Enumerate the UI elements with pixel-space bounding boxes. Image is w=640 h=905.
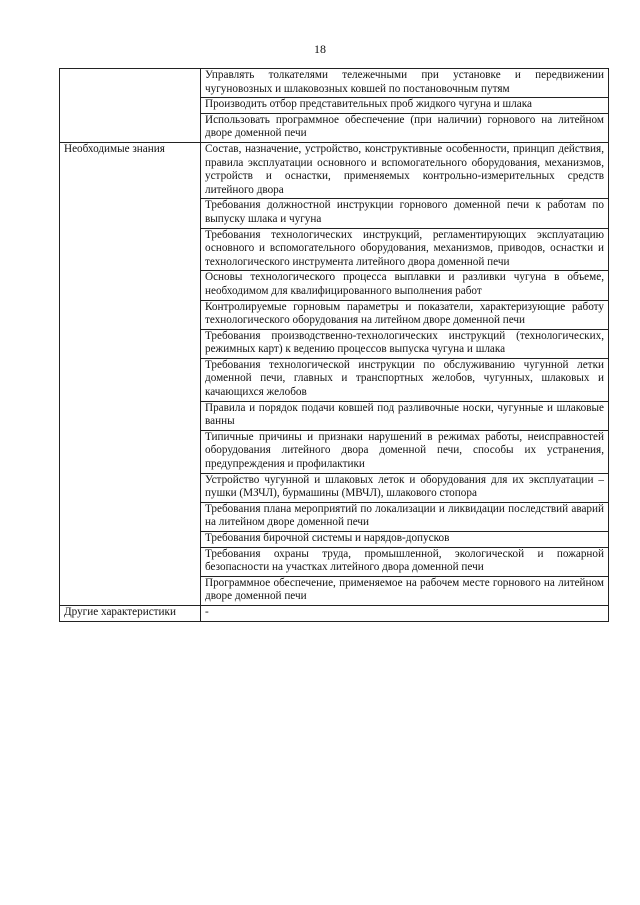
knowledge-item: Требования производственно-технологических инструкций (технологических, режимных карт) к ведению процессов выпуска чугуна и шлака xyxy=(201,329,609,358)
knowledge-item: Требования технологических инструкций, регламентирующих эксплуатацию основного и вспомогательного оборудования, механизмов, приводов, оснастки и технологического инструмента литейного двора доменной печи xyxy=(201,228,609,271)
table-row xyxy=(60,142,609,198)
knowledge-item: Требования охраны труда, промышленной, экологической и пожарной безопасности на участках литейного двора доменной печи xyxy=(201,547,609,576)
knowledge-item: Требования должностной инструкции горнового доменной печи к работам по выпуску шлака и чугуна xyxy=(201,199,609,228)
knowledge-item: Программное обеспечение, применяемое на рабочем месте горнового на литейном дворе доменной печи xyxy=(201,576,609,605)
knowledge-item: Требования технологической инструкции по обслуживанию чугунной летки доменной печи, главных и транспортных желобов, чугунных, шлаковых и качающихся желобов xyxy=(201,358,609,401)
requirements-table xyxy=(59,68,609,622)
other-characteristics-value: - xyxy=(201,605,609,621)
knowledge-item: Требования плана мероприятий по локализации и ликвидации последствий аварий на литейном дворе доменной печи xyxy=(201,502,609,531)
knowledge-item: Контролируемые горновым параметры и показатели, характеризующие работу технологического оборудования на литейном дворе доменной печи xyxy=(201,300,609,329)
skill-item: Управлять толкателями тележечными при установке и передвижении чугуновозных и шлаковозных ковшей по постановочным путям xyxy=(201,69,609,98)
knowledge-item: Устройство чугунной и шлаковых леток и оборудования для их эксплуатации – пушки (МЗЧЛ), бурмашины (МВЧЛ), шлакового стопора xyxy=(201,473,609,502)
table-row xyxy=(60,605,609,621)
skill-item: Использовать программное обеспечение (при наличии) горнового на литейном дворе доменной печи xyxy=(201,113,609,142)
knowledge-item: Правила и порядок подачи ковшей под разливочные носки, чугунные и шлаковые ванны xyxy=(201,401,609,430)
other-characteristics-label: Другие характеристики xyxy=(60,605,201,621)
knowledge-item: Типичные причины и признаки нарушений в режимах работы, неисправностей оборудования литейного двора доменной печи, способы их устранения, предупреждения и профилактики xyxy=(201,430,609,473)
knowledge-item: Состав, назначение, устройство, конструктивные особенности, принцип действия, правила эксплуатации основного и вспомогательного оборудования, механизмов, устройств и оснастки, применяемых контрольно-измерительных средств литейного двора xyxy=(201,142,609,198)
requirements-table-body xyxy=(60,69,609,622)
row-label-empty xyxy=(60,69,201,143)
knowledge-item: Требования бирочной системы и нарядов-допусков xyxy=(201,532,609,548)
table-row xyxy=(60,69,609,98)
knowledge-item: Основы технологического процесса выплавки и разливки чугуна в объеме, необходимом для квалифицированного выполнения работ xyxy=(201,271,609,300)
page-number: 18 xyxy=(314,42,326,56)
knowledge-label: Необходимые знания xyxy=(60,142,201,605)
skill-item: Производить отбор представительных проб жидкого чугуна и шлака xyxy=(201,98,609,114)
